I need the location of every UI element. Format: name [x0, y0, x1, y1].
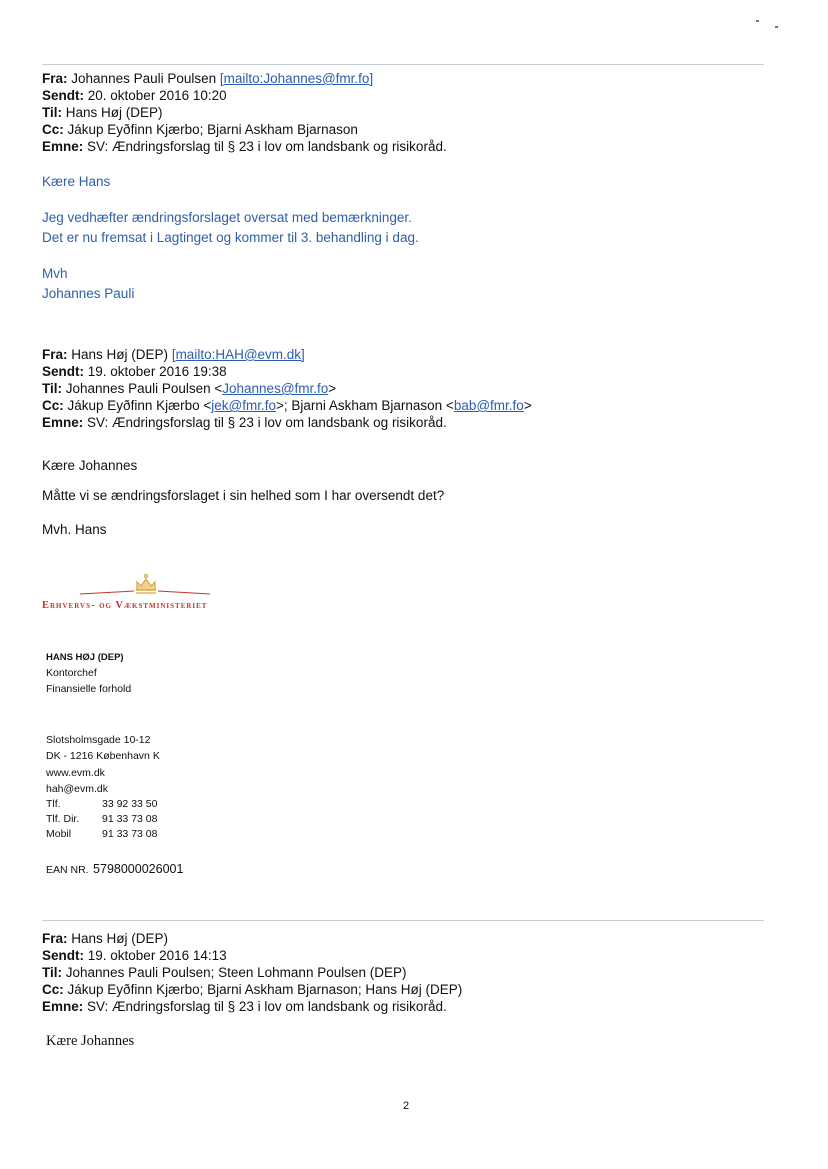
page-number: 2	[402, 1100, 410, 1112]
to-label: Til:	[42, 105, 62, 120]
cc-label: Cc:	[42, 122, 64, 137]
header-divider	[42, 64, 764, 65]
email-link[interactable]: jek@fmr.fo	[211, 398, 276, 413]
ministry-logo	[42, 568, 252, 616]
cc-value: Jákup Eyðfinn Kjærbo; Bjarni Askham Bjarnason; Hans Høj (DEP)	[67, 982, 463, 997]
cc-value: Jákup Eyðfinn Kjærbo <	[67, 398, 212, 413]
phone-label: Tlf.	[46, 798, 61, 810]
to-value: Johannes Pauli Poulsen; Steen Lohmann Poulsen (DEP)	[65, 965, 407, 980]
phone-label: Tlf. Dir.	[46, 813, 80, 825]
to-value: Hans Høj (DEP)	[65, 105, 163, 120]
sent-label: Sendt:	[42, 948, 84, 963]
cc-label: Cc:	[42, 982, 64, 997]
sig-phone-row	[46, 797, 157, 812]
cc-value: >; Bjarni Askham Bjarnason <	[275, 398, 454, 413]
sig-phone-row	[46, 812, 157, 827]
email-body: Måtte vi se ændringsforslaget i sin helhed som I har oversendt det?	[42, 488, 445, 503]
from-label: Fra:	[42, 931, 68, 946]
sig-phone-row	[46, 827, 157, 842]
sent-value: 19. oktober 2016 14:13	[87, 948, 227, 963]
from-label: Fra:	[42, 71, 68, 86]
sig-name: HANS HØJ (DEP)	[46, 652, 124, 663]
scan-speck	[775, 26, 778, 28]
sig-email: hah@evm.dk	[46, 783, 109, 795]
phone-label: Mobil	[46, 828, 72, 840]
from-value: Johannes Pauli Poulsen	[71, 71, 217, 86]
subject-label: Emne:	[42, 139, 84, 154]
subject-value: SV: Ændringsforslag til § 23 i lov om landsbank og risikoråd.	[87, 999, 447, 1014]
email-body-line: Det er nu fremsat i Lagtinget og kommer til 3. behandling i dag.	[42, 230, 419, 245]
ean-label: EAN NR.	[46, 864, 89, 876]
phone-value: 91 33 73 08	[102, 813, 158, 825]
cc-end: >	[523, 398, 532, 413]
subject-label: Emne:	[42, 415, 84, 430]
cc-label: Cc:	[42, 398, 64, 413]
sig-website: www.evm.dk	[46, 767, 105, 779]
email-header	[42, 70, 447, 155]
phone-value: 91 33 73 08	[102, 828, 158, 840]
sent-value: 20. oktober 2016 10:20	[87, 88, 227, 103]
header-divider	[42, 920, 764, 921]
subject-label: Emne:	[42, 999, 84, 1014]
cc-value: Jákup Eyðfinn Kjærbo; Bjarni Askham Bjarnason	[67, 122, 358, 137]
ministry-name: Erhvervs- og Vækstministeriet	[42, 600, 208, 611]
scan-speck	[756, 20, 759, 22]
email-header	[42, 930, 462, 1015]
crown-icon	[42, 568, 252, 602]
email-signoff: Mvh	[42, 266, 68, 281]
email-greeting: Kære Hans	[42, 174, 111, 189]
email-link[interactable]: Johannes@fmr.fo	[222, 381, 329, 396]
subject-value: SV: Ændringsforslag til § 23 i lov om landsbank og risikoråd.	[87, 415, 447, 430]
from-value: Hans Høj (DEP)	[71, 931, 169, 946]
sig-department: Finansielle forhold	[46, 683, 132, 695]
sig-phone-list	[46, 797, 157, 842]
sig-ean	[46, 860, 183, 878]
to-end: >	[328, 381, 337, 396]
from-label: Fra:	[42, 347, 68, 362]
sent-label: Sendt:	[42, 88, 84, 103]
from-value: Hans Høj (DEP)	[71, 347, 169, 362]
phone-value: 33 92 33 50	[102, 798, 158, 810]
email-signature: Johannes Pauli	[42, 286, 135, 301]
to-label: Til:	[42, 965, 62, 980]
sig-address-line: Slotsholmsgade 10-12	[46, 734, 151, 746]
sent-value: 19. oktober 2016 19:38	[87, 364, 227, 379]
to-label: Til:	[42, 381, 62, 396]
email-body-line: Jeg vedhæfter ændringsforslaget oversat med bemærkninger.	[42, 210, 412, 225]
email-header	[42, 346, 532, 431]
email-greeting: Kære Johannes	[42, 458, 138, 473]
email-link[interactable]: bab@fmr.fo	[453, 398, 524, 413]
email-signoff: Mvh. Hans	[42, 522, 107, 537]
sig-title: Kontorchef	[46, 667, 97, 679]
mailto-link[interactable]: [mailto:Johannes@fmr.fo]	[219, 71, 374, 86]
email-greeting: Kære Johannes	[46, 1033, 135, 1049]
subject-value: SV: Ændringsforslag til § 23 i lov om landsbank og risikoråd.	[87, 139, 447, 154]
ean-value: 5798000026001	[93, 862, 184, 876]
mailto-link[interactable]: [mailto:HAH@evm.dk]	[171, 347, 305, 362]
sig-address-line: DK - 1216 København K	[46, 750, 160, 762]
sent-label: Sendt:	[42, 364, 84, 379]
to-value: Johannes Pauli Poulsen <	[65, 381, 223, 396]
